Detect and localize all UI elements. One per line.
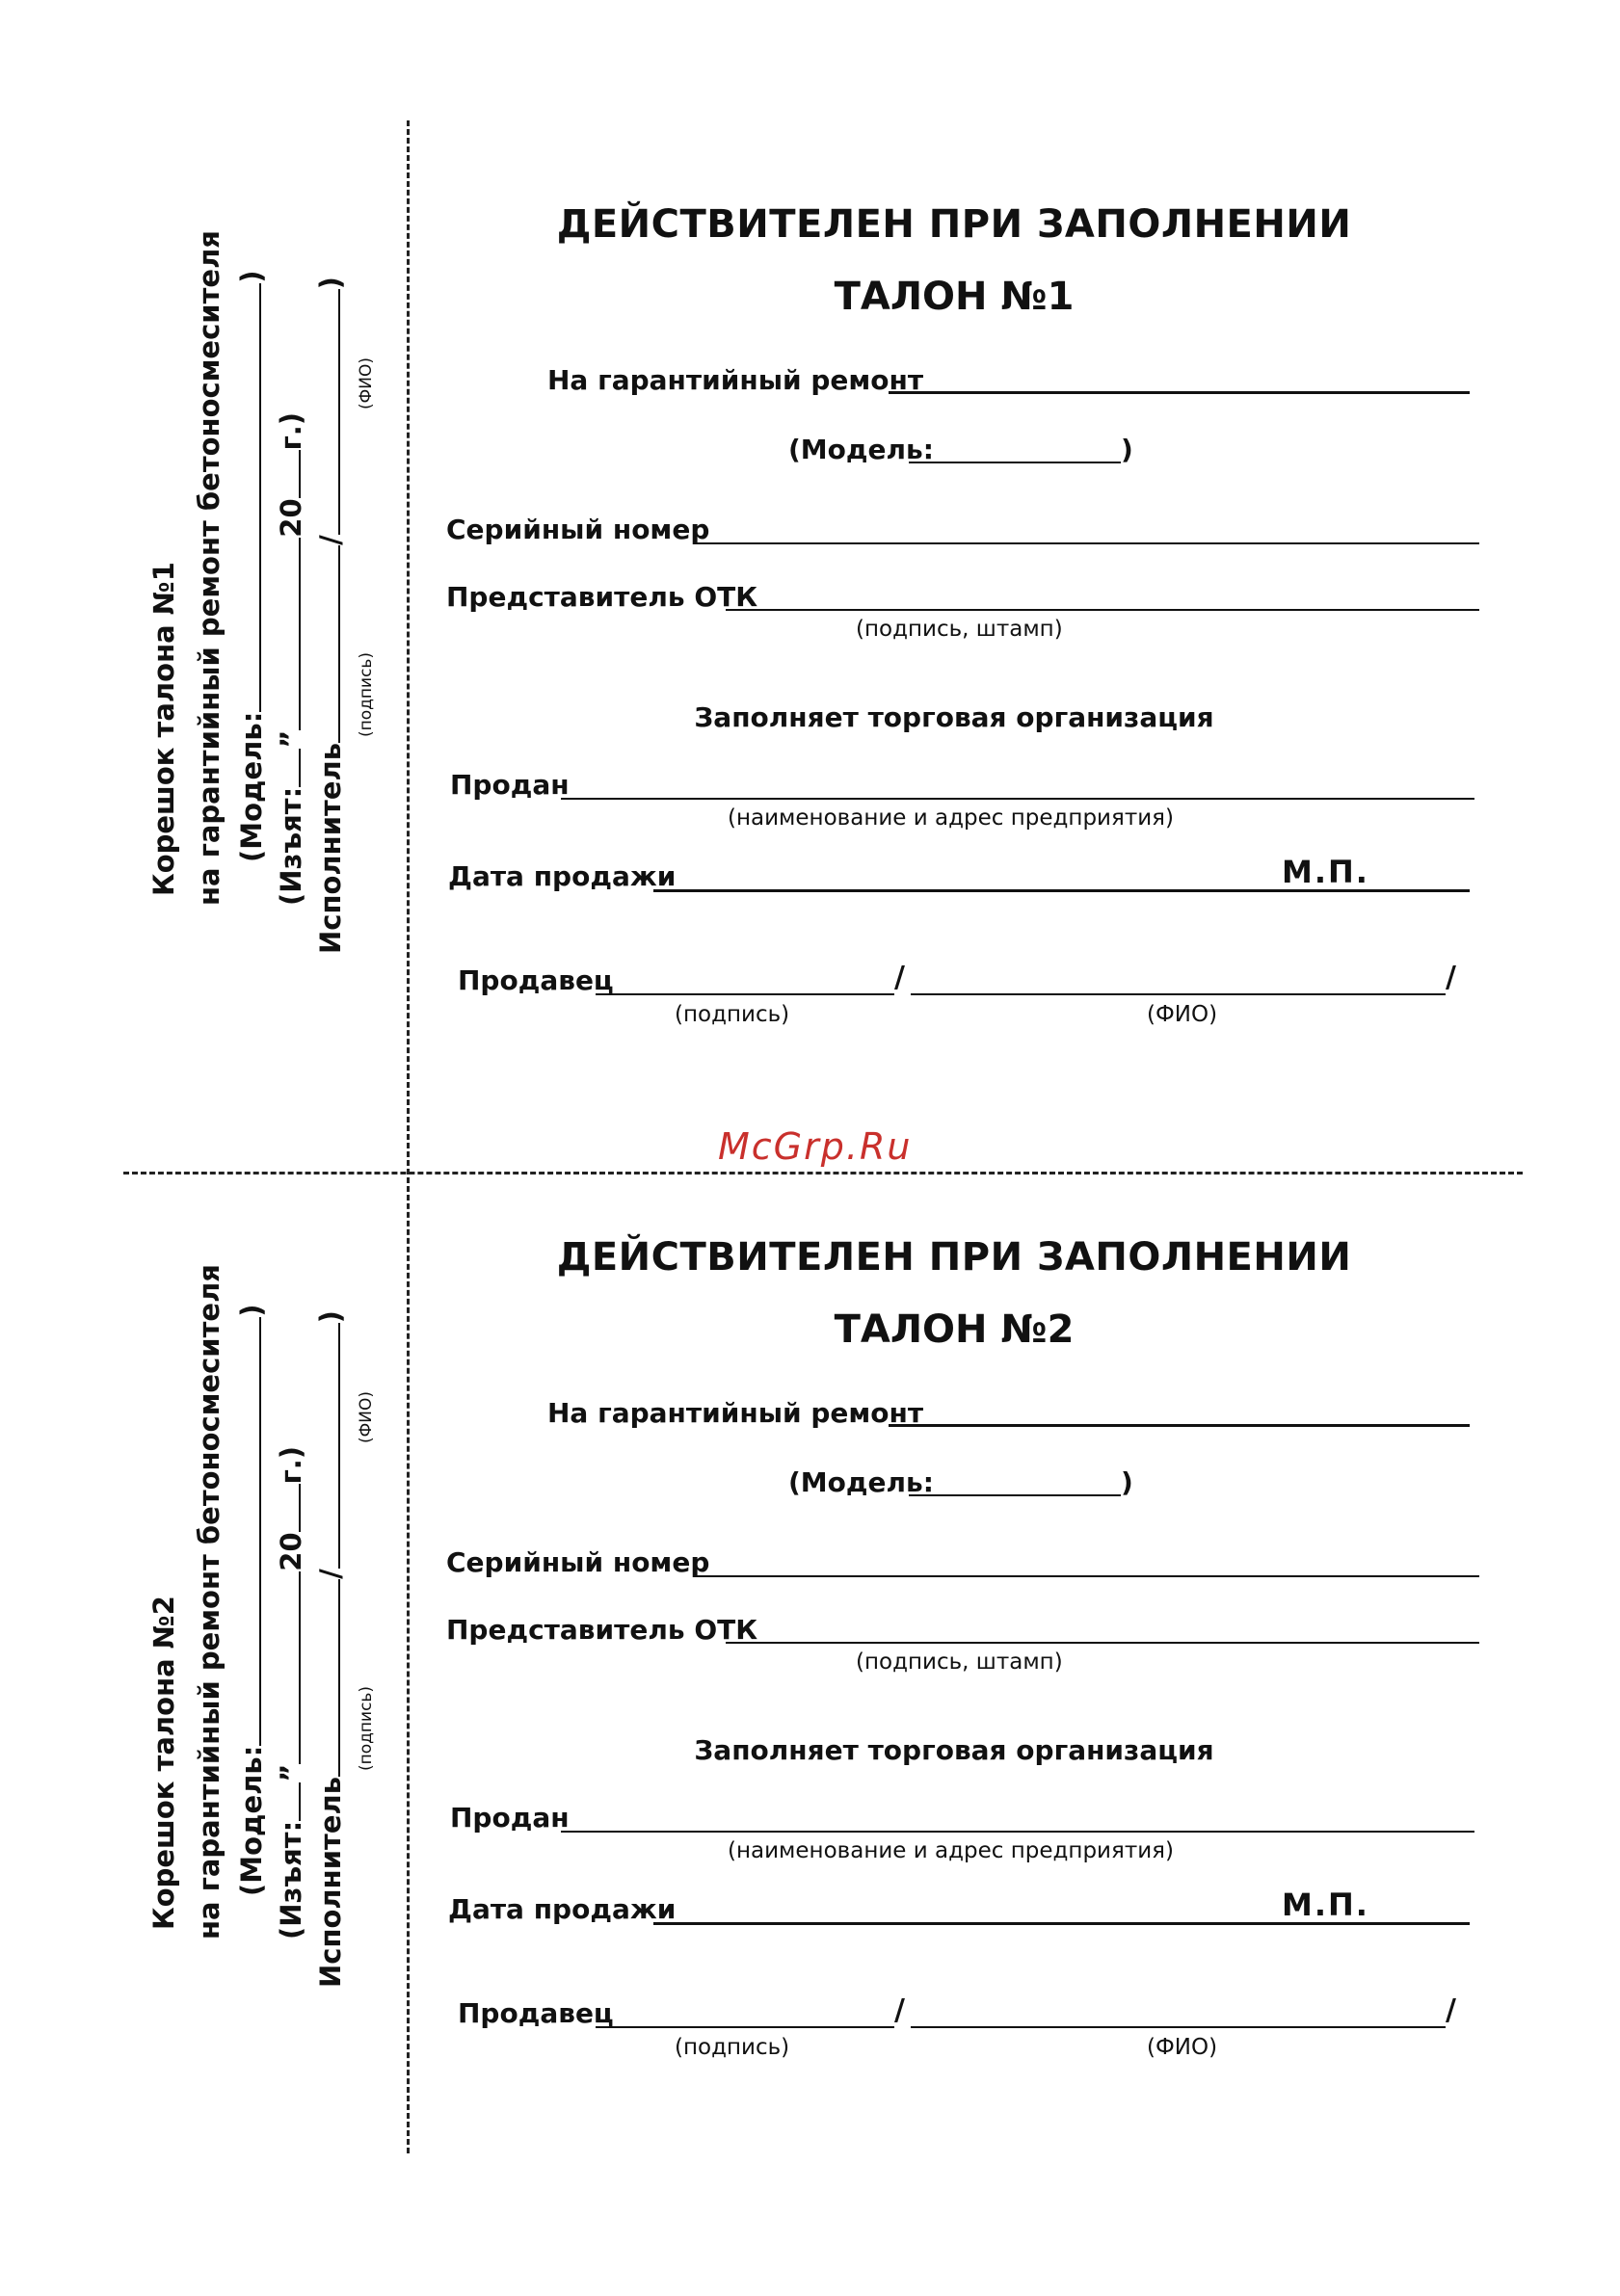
model-prefix: (Модель: — [788, 1466, 934, 1498]
seller-name-note: (ФИО) — [1147, 1002, 1218, 1027]
stub-performer-name-field[interactable] — [313, 1323, 340, 1569]
model-prefix: (Модель: — [788, 434, 934, 465]
stub-model-prefix: (Модель: — [235, 711, 268, 862]
seller-slash: / — [894, 1993, 905, 2027]
coupon-2-title: ТАЛОН №2 — [834, 1307, 1075, 1352]
stub-withdrawn-month-field[interactable] — [274, 1571, 301, 1764]
sold-field[interactable] — [561, 1831, 1474, 1833]
stub-withdrawn-prefix: (Изъят: — [275, 786, 307, 906]
stub-model-row — [234, 1304, 266, 1896]
otk-note: (подпись, штамп) — [856, 1649, 1063, 1675]
stub-withdrawn-day-field[interactable] — [274, 749, 301, 787]
coupon-2-header: ДЕЙСТВИТЕЛЕН ПРИ ЗАПОЛНЕНИИ — [556, 1235, 1352, 1280]
org-heading: Заполняет торговая организация — [694, 701, 1214, 733]
seller-signature-note: (подпись) — [675, 1002, 790, 1027]
stub-name-note: (ФИО) — [357, 1391, 376, 1443]
seller-signature-field[interactable] — [596, 2026, 894, 2028]
stub-withdrawn-quote: ” — [275, 729, 307, 749]
stub-signature-note: (подпись) — [357, 651, 376, 737]
stub-performer-prefix: Исполнитель — [314, 742, 347, 954]
otk-field[interactable] — [726, 609, 1479, 611]
seller-end-slash: / — [1446, 1993, 1456, 2027]
otk-label: Представитель ОТК — [446, 1614, 758, 1646]
serial-label: Серийный номер — [446, 1546, 710, 1578]
sold-field[interactable] — [561, 798, 1474, 800]
stub-model-suffix: ) — [235, 1304, 268, 1317]
stub-performer-slash: / — [314, 1569, 347, 1579]
model-suffix: ) — [1121, 434, 1133, 465]
otk-note: (подпись, штамп) — [856, 617, 1063, 642]
stub-performer-row — [313, 277, 345, 954]
stub-withdrawn-suffix: г.) — [275, 1445, 307, 1485]
sold-label: Продан — [450, 1802, 570, 1834]
otk-field[interactable] — [726, 1642, 1479, 1644]
seller-signature-field[interactable] — [596, 993, 894, 995]
stub-performer-suffix: ) — [314, 1310, 347, 1324]
watermark: McGrp.Ru — [718, 1125, 913, 1168]
stub-performer-name-field[interactable] — [313, 289, 340, 535]
sold-note: (наименование и адрес предприятия) — [728, 1838, 1174, 1863]
sale-date-label: Дата продажи — [448, 1893, 677, 1925]
repair-label: На гарантийный ремонт — [547, 364, 924, 396]
stub-withdrawn-prefix: (Изъят: — [275, 1820, 307, 1940]
serial-field[interactable] — [694, 542, 1479, 544]
stub-withdrawn-row — [274, 412, 305, 906]
seller-signature-note: (подпись) — [675, 2035, 790, 2060]
stub-model-field[interactable] — [234, 1317, 261, 1746]
stub-subtitle: на гарантийный ремонт бетоносмесителя — [193, 230, 226, 906]
stub-performer-row — [313, 1310, 345, 1988]
serial-field[interactable] — [694, 1575, 1479, 1577]
repair-field[interactable] — [889, 1424, 1470, 1427]
stub-withdrawn-quote: ” — [275, 1763, 307, 1782]
stub-withdrawn-row — [274, 1446, 305, 1940]
sold-note: (наименование и адрес предприятия) — [728, 805, 1174, 831]
stub-performer-signature-field[interactable] — [313, 1579, 340, 1777]
stub-performer-slash: / — [314, 535, 347, 545]
stub-name-note: (ФИО) — [357, 357, 376, 409]
stub-performer-prefix: Исполнитель — [314, 1776, 347, 1988]
seller-label: Продавец — [458, 964, 614, 996]
org-heading: Заполняет торговая организация — [694, 1734, 1214, 1766]
stub-withdrawn-year-field[interactable] — [274, 1484, 301, 1532]
seller-name-field[interactable] — [911, 993, 1446, 995]
stub-withdrawn-year: 20 — [275, 1532, 307, 1571]
stub-subtitle: на гарантийный ремонт бетоносмесителя — [193, 1264, 226, 1940]
coupon-1-title: ТАЛОН №1 — [834, 275, 1075, 319]
seller-name-note: (ФИО) — [1147, 2035, 1218, 2060]
stamp-label: М.П. — [1282, 1887, 1369, 1923]
stub-signature-note: (подпись) — [357, 1685, 376, 1771]
model-suffix: ) — [1121, 1466, 1133, 1498]
stub-withdrawn-year: 20 — [275, 498, 307, 538]
coupon-2-stub — [145, 1264, 385, 1988]
stub-performer-signature-field[interactable] — [313, 545, 340, 743]
stub-withdrawn-month-field[interactable] — [274, 538, 301, 730]
repair-field[interactable] — [889, 391, 1470, 394]
stub-withdrawn-year-field[interactable] — [274, 450, 301, 498]
stub-withdrawn-suffix: г.) — [275, 411, 307, 451]
model-field[interactable] — [909, 1494, 1121, 1496]
serial-label: Серийный номер — [446, 514, 710, 545]
repair-label: На гарантийный ремонт — [547, 1397, 924, 1429]
otk-label: Представитель ОТК — [446, 581, 758, 613]
stub-performer-suffix: ) — [314, 277, 347, 290]
seller-slash: / — [894, 961, 905, 994]
seller-name-field[interactable] — [911, 2026, 1446, 2028]
stub-model-suffix: ) — [235, 270, 268, 283]
stamp-label: М.П. — [1282, 854, 1369, 890]
coupon-1-stub — [145, 230, 385, 954]
model-field[interactable] — [909, 462, 1121, 463]
stub-model-row — [234, 270, 266, 862]
seller-label: Продавец — [458, 1997, 614, 2029]
sold-label: Продан — [450, 769, 570, 801]
horizontal-cut-line — [123, 1172, 1523, 1174]
stub-model-prefix: (Модель: — [235, 1745, 268, 1896]
stub-withdrawn-day-field[interactable] — [274, 1782, 301, 1821]
seller-end-slash: / — [1446, 961, 1456, 994]
vertical-cut-line — [407, 120, 410, 2153]
coupon-1-header: ДЕЙСТВИТЕЛЕН ПРИ ЗАПОЛНЕНИИ — [556, 202, 1352, 247]
stub-title: Корешок талона №2 — [147, 1596, 180, 1930]
sale-date-label: Дата продажи — [448, 860, 677, 892]
stub-title: Корешок талона №1 — [147, 562, 180, 896]
stub-model-field[interactable] — [234, 283, 261, 712]
